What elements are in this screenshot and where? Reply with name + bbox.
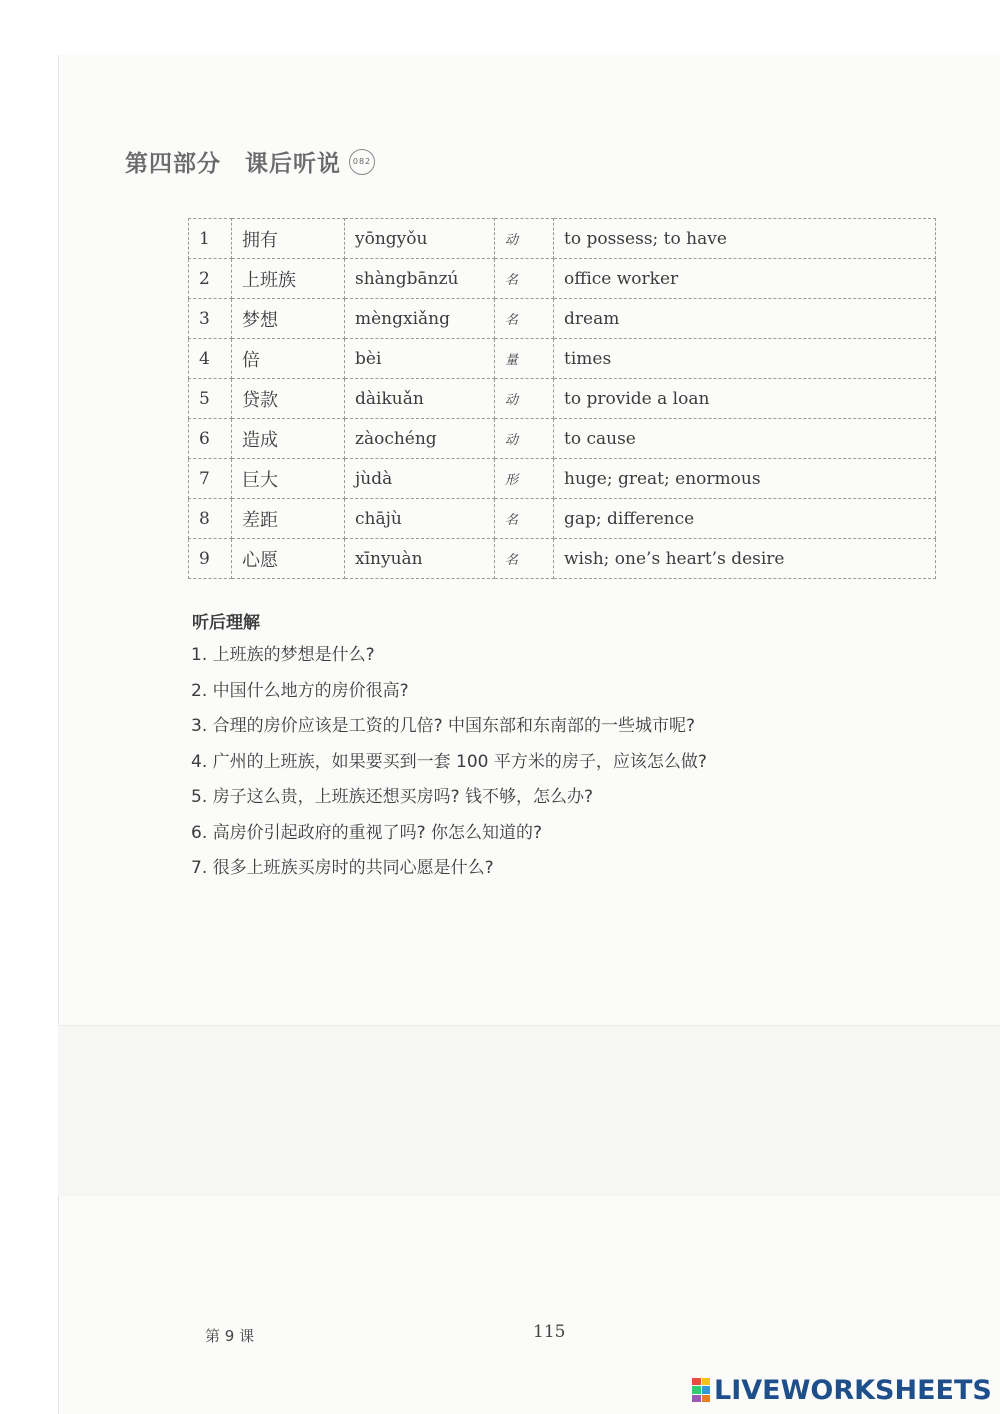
vocab-num: 5 bbox=[189, 379, 232, 419]
vocab-pos: 名 bbox=[495, 499, 554, 539]
vocab-hanzi: 差距 bbox=[232, 499, 345, 539]
vocab-english: to cause bbox=[554, 419, 936, 459]
vocab-pinyin: bèi bbox=[345, 339, 495, 379]
vocab-hanzi: 贷款 bbox=[232, 379, 345, 419]
comprehension-heading: 听后理解 bbox=[192, 613, 260, 633]
vocab-english: wish; one’s heart’s desire bbox=[554, 539, 936, 579]
vocab-hanzi: 造成 bbox=[232, 419, 345, 459]
vocab-pos: 动 bbox=[495, 419, 554, 459]
vocab-row bbox=[189, 259, 936, 299]
vocab-row bbox=[189, 379, 936, 419]
question-item: 4. 广州的上班族，如果要买到一套 100 平方米的房子，应该怎么做? bbox=[191, 751, 707, 772]
vocab-english: to provide a loan bbox=[554, 379, 936, 419]
vocab-english: dream bbox=[554, 299, 936, 339]
vocab-pinyin: shàngbānzú bbox=[345, 259, 495, 299]
liveworksheets-brand[interactable] bbox=[692, 1375, 992, 1405]
vocab-pos: 动 bbox=[495, 379, 554, 419]
vocab-row bbox=[189, 419, 936, 459]
vocab-num: 2 bbox=[189, 259, 232, 299]
vocab-hanzi: 梦想 bbox=[232, 299, 345, 339]
vocab-num: 4 bbox=[189, 339, 232, 379]
vocab-english: gap; difference bbox=[554, 499, 936, 539]
vocab-hanzi: 巨大 bbox=[232, 459, 345, 499]
vocab-hanzi: 心愿 bbox=[232, 539, 345, 579]
vocab-pinyin: xīnyuàn bbox=[345, 539, 495, 579]
vocab-num: 1 bbox=[189, 219, 232, 259]
question-item: 7. 很多上班族买房时的共同心愿是什么? bbox=[191, 858, 494, 878]
vocab-pinyin: dàikuǎn bbox=[345, 379, 495, 419]
vocab-row bbox=[189, 219, 936, 259]
vocab-english: to possess; to have bbox=[554, 219, 936, 259]
section-name: 课后听说 bbox=[245, 151, 341, 177]
section-title bbox=[125, 145, 375, 178]
brand-name: LIVEWORKSHEETS bbox=[714, 1374, 992, 1406]
vocab-pinyin: zàochéng bbox=[345, 419, 495, 459]
vocab-pos: 名 bbox=[495, 259, 554, 299]
vocab-num: 3 bbox=[189, 299, 232, 339]
vocab-pinyin: yōngyǒu bbox=[345, 219, 495, 259]
vocab-row bbox=[189, 339, 936, 379]
vocab-num: 6 bbox=[189, 419, 232, 459]
liveworksheets-logo-icon bbox=[692, 1378, 710, 1402]
question-item: 2. 中国什么地方的房价很高? bbox=[191, 680, 409, 701]
page-number: 115 bbox=[533, 1322, 566, 1342]
question-item: 5. 房子这么贵，上班族还想买房吗? 钱不够，怎么办? bbox=[191, 787, 594, 807]
vocab-num: 8 bbox=[189, 499, 232, 539]
vocab-num: 9 bbox=[189, 539, 232, 579]
question-item: 1. 上班族的梦想是什么? bbox=[191, 645, 375, 665]
vocab-pinyin: mèngxiǎng bbox=[345, 299, 495, 339]
vocab-pos: 名 bbox=[495, 299, 554, 339]
vocab-hanzi: 倍 bbox=[232, 339, 345, 379]
vocab-row bbox=[189, 299, 936, 339]
question-list bbox=[191, 640, 707, 889]
section-part-label: 第四部分 bbox=[125, 151, 221, 177]
vocabulary-table bbox=[188, 218, 936, 579]
vocab-english: huge; great; enormous bbox=[554, 459, 936, 499]
question-item: 3. 合理的房价应该是工资的几倍? 中国东部和东南部的一些城市呢? bbox=[191, 716, 696, 736]
vocab-row bbox=[189, 459, 936, 499]
scan-top-margin bbox=[0, 0, 1000, 55]
vocab-hanzi: 上班族 bbox=[232, 259, 345, 299]
vocab-row bbox=[189, 539, 936, 579]
vocab-pinyin: jùdà bbox=[345, 459, 495, 499]
lesson-label: 第 9 课 bbox=[205, 1327, 255, 1345]
vocab-pos: 形 bbox=[495, 459, 554, 499]
vocab-pinyin: chājù bbox=[345, 499, 495, 539]
vocab-english: times bbox=[554, 339, 936, 379]
vocab-hanzi: 拥有 bbox=[232, 219, 345, 259]
vocab-pos: 动 bbox=[495, 219, 554, 259]
vocab-english: office worker bbox=[554, 259, 936, 299]
question-item: 6. 高房价引起政府的重视了吗? 你怎么知道的? bbox=[191, 822, 543, 843]
page-shade-band bbox=[58, 1025, 1000, 1196]
vocab-num: 7 bbox=[189, 459, 232, 499]
vocab-row bbox=[189, 499, 936, 539]
vocab-pos: 量 bbox=[495, 339, 554, 379]
audio-track-icon[interactable]: 082 bbox=[349, 149, 375, 175]
vocab-pos: 名 bbox=[495, 539, 554, 579]
